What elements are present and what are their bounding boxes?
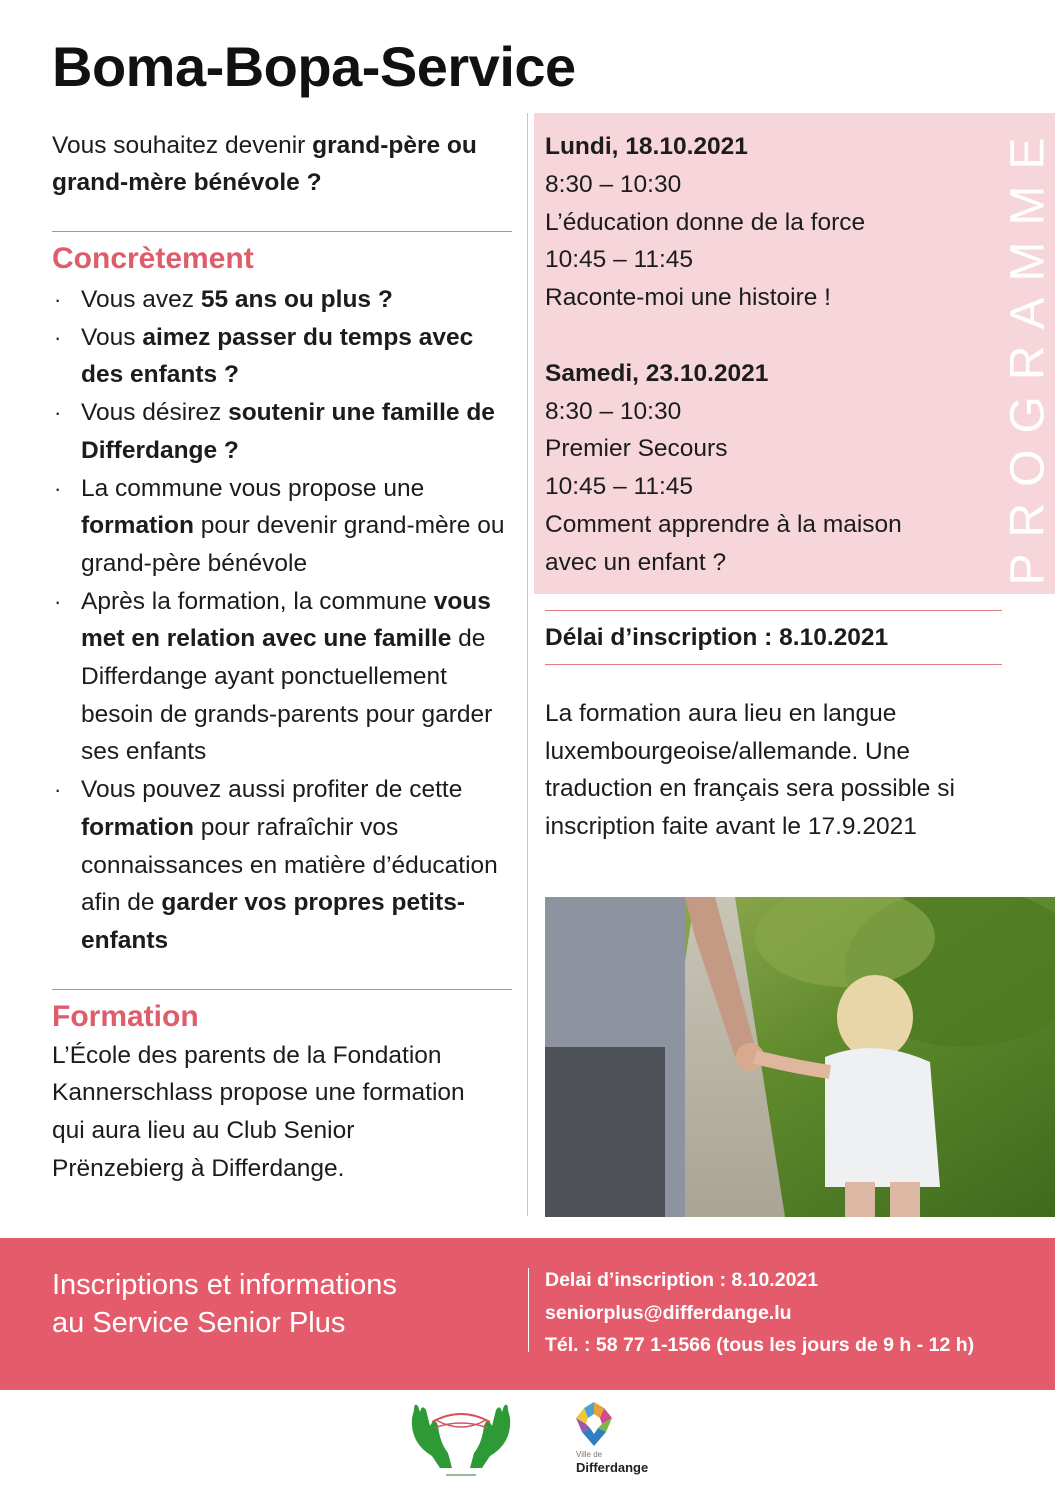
footer-info (52, 1266, 397, 1342)
intro-text (52, 127, 512, 201)
day1-slot2-time: 10:45 – 11:45 (545, 246, 694, 274)
day2-date: Samedi, 23.10.2021 (545, 359, 769, 387)
day1-slot2-title: Raconte-moi une histoire ! (545, 284, 831, 312)
footer-line2: au Service Senior Plus (52, 1307, 346, 1339)
photo-illustration (545, 897, 1055, 1217)
bullet-text: Après la formation, la commune (81, 587, 434, 615)
footer-phone: Tél. : 58 77 1-1566 (tous les jours de 9 h - 12 h) (545, 1334, 975, 1356)
footer-email[interactable]: seniorplus@differdange.lu (545, 1301, 792, 1324)
formation-text: L’École des parents de la Fondation Kannerschlass propose une formation qui aura lieu au Club Senior Prënzebierg à Differdange. (52, 1041, 465, 1182)
ville-logo-icon (572, 1400, 616, 1448)
concretement-item (52, 583, 512, 772)
bullet-bold-text: soutenir une famille de Differdange ? (81, 399, 495, 464)
bullet-bold-text: formation (81, 512, 194, 540)
bullet-text: pour rafraîchir vos connaissances en matière d’éducation afin de (81, 813, 498, 917)
ville-differdange-logo (572, 1400, 662, 1480)
bullet-text: Vous pouvez aussi profiter de cette (81, 776, 463, 804)
photo-grandparent-child (545, 897, 1055, 1217)
concretement-item (52, 470, 512, 583)
column-divider (527, 113, 528, 1216)
deadline-rule-top (545, 610, 1002, 611)
language-note: La formation aura lieu en langue luxembourgeoise/allemande. Une traduction en français sera possible si inscription faite avant le 17.9.2021 (545, 700, 955, 841)
day1-date: Lundi, 18.10.2021 (545, 133, 748, 160)
ville-name: Differdange (576, 1460, 649, 1475)
section-rule (52, 231, 512, 232)
bullet-text: Vous (81, 323, 143, 351)
day1-slot1-title: L’éducation donne de la force (545, 208, 866, 236)
footer-contact (545, 1264, 974, 1362)
concretement-heading: Concrètement (52, 242, 254, 275)
concretement-item (52, 281, 512, 319)
bullet-text: La commune vous propose une (81, 474, 425, 502)
bullet-bold-text: vous met en relation avec une famille (81, 587, 491, 653)
day2-slot2-time: 10:45 – 11:45 (545, 473, 694, 501)
concretement-list (52, 281, 512, 960)
bullet-text: Vous avez (81, 286, 201, 313)
footer-deadline: Delai d’inscription : 8.10.2021 (545, 1269, 819, 1291)
bullet-text: de Differdange ayant ponctuellement besoin de grands-parents pour garder ses enfants (81, 625, 493, 766)
intro-plain: Vous souhaitez devenir (52, 132, 313, 159)
day2-slot1-title: Premier Secours (545, 435, 728, 463)
deadline-text: Délai d’inscription : 8.10.2021 (545, 624, 889, 651)
footer-divider (528, 1268, 529, 1352)
page-title: Boma-Bopa-Service (52, 35, 576, 98)
concretement-item (52, 771, 512, 960)
programme-label (1000, 113, 1055, 594)
intro-bold: grand-père ou grand-mère bénévole ? (52, 132, 477, 196)
hands-logo-icon (402, 1398, 520, 1480)
concretement-item (52, 394, 512, 469)
bullet-text: Vous désirez (81, 399, 229, 427)
section-rule (52, 989, 512, 990)
bullet-bold-text: aimez passer du temps avec des enfants ? (81, 323, 474, 389)
formation-heading: Formation (52, 999, 199, 1033)
day2-slot1-time: 8:30 – 10:30 (545, 397, 682, 425)
bullet-bold-text: garder vos propres petits-enfants (81, 889, 465, 954)
deadline-rule-bottom (545, 664, 1002, 665)
footer-line1: Inscriptions et informations (52, 1269, 397, 1301)
day1-slot1-time: 8:30 – 10:30 (545, 170, 682, 198)
bullet-text: pour devenir grand-mère ou grand-père bénévole (81, 512, 505, 577)
bullet-bold-text: 55 ans ou plus ? (200, 286, 393, 313)
programme-label-text: PROGRAMME (1001, 121, 1055, 586)
programme-content (545, 128, 985, 582)
ville-prefix: Ville de (576, 1450, 603, 1459)
bullet-bold-text: formation (81, 813, 194, 841)
day2-slot2-title: Comment apprendre à la maison avec un enfant ? (545, 510, 902, 576)
hands-logo (402, 1398, 520, 1480)
left-column (52, 127, 512, 1187)
concretement-item (52, 319, 512, 394)
